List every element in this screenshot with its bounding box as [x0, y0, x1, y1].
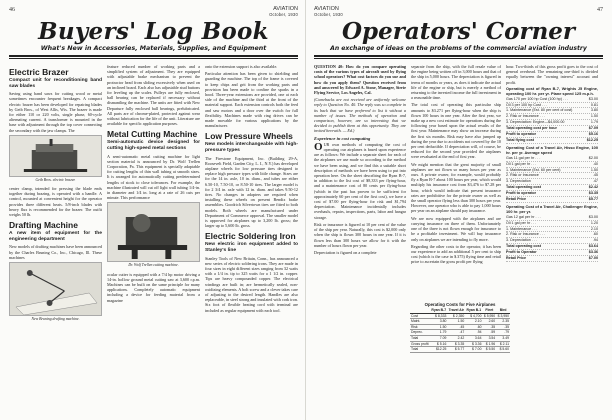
article-text: We are now equipped with the airplanes and are carrying insurance on three of them. Unfortunately one of the three is not flown enough for insurance to be a profitable investment. We will buy insurance only on airplanes we are intending to fly more.: [411, 215, 501, 242]
cost-sheet-lines: [506, 215, 598, 262]
table-cell: .45: [447, 324, 465, 330]
page-number: 46: [9, 7, 15, 13]
cost-line-value: $7.00: [588, 256, 598, 261]
article-subheading: A new item of equipment for the engineering department: [9, 231, 102, 242]
table-cell: $ 2.11: [496, 341, 510, 347]
cost-sheet-lines: [506, 97, 598, 144]
running-head-right: [314, 6, 603, 18]
table-cell: $ 3.36: [465, 341, 482, 347]
table-cell: .94: [465, 330, 482, 336]
cost-line-value: .40: [592, 161, 598, 166]
table-cell: Gross profit: [411, 341, 429, 346]
article-heading: Low Pressure Wheels: [205, 131, 293, 142]
cost-line-value: 3.80: [590, 108, 598, 113]
table-header-cell: Ryan B-1: [466, 308, 482, 312]
cost-line-value: $5.16: [588, 132, 598, 137]
cost-line-value: $2.00: [588, 155, 598, 160]
article-text: feature reduced number of working parts and a simplified system of adjustment. They are equipped with adjustable brake mechanism to prevent the protractor head from sliding excessively when used on an inclined board. Each also has adjustable stud buttons for leveling up the scales. Pulleys are fully enclosed, ball bearing can be replaced if necessary without dismantling the machine. The units are fitted with New Departure fully enclosed ball bearings, prelubricated. All parts are of chrome-plated, protected against wear without lubrication for the life of the unit. Literature are available for specific application purposes.: [107, 64, 200, 127]
article-heading: Electric Brazer: [9, 67, 69, 77]
cost-line-label: 3. Depreciation: Engine—$4,000.00: [506, 120, 565, 125]
cost-line-value: $3.00: [588, 96, 598, 101]
column-3: [506, 64, 598, 267]
article-heading: Electric Soldering Iron: [205, 231, 296, 242]
table-cell: 1.50: [430, 324, 447, 330]
issue-date: October, 1930: [269, 12, 298, 17]
table-cell: 3.80: [430, 319, 447, 325]
cost-line-label: Retail Price: [506, 197, 527, 202]
running-head-left: [9, 6, 298, 18]
article-text: The total cost of operating this particular ship amounts to $3.271 per flying-hour when the ship is flown 100 hours in one year. After the first year, we make up a new cost estimate for operations during the following year based upon the actual results of the first year. Maintenance may show an increase during the first six months. Risk may have also jumped up during the year due to accidents not covered by the 10 per cent deductible. If depreciation will, of course, be reduced for the second year provided the airplanes were revaluated at the end of first year.: [411, 102, 501, 160]
table-cell: 7.09: [430, 335, 447, 341]
cost-sheet-lines: [506, 156, 598, 203]
issue-date: October, 1930: [314, 12, 343, 17]
editor-note: (Comebacks are not received are uniformly welcome reply to Question No. 40. The reply was so complete in its back that we have preferred to list it without a number of issues. The methods of operation and comparison, however, are so interesting that we decided to publish them at this opportunity. They are invited herewith. — Ed.): [314, 97, 406, 134]
cost-line-label: 3. Depreciation . . .: [506, 238, 537, 243]
table-cell: Deprec.: [410, 330, 430, 336]
table-cell: $ 3,950: [497, 313, 509, 318]
cost-line-label: 2. Risk or Insurance . . .: [506, 232, 545, 237]
cost-line-label: Total operating cost: [506, 244, 541, 249]
cost-sheet-1: [506, 87, 598, 144]
cost-line-value: 1.79: [590, 120, 598, 125]
section-subtitle: What's New in Accessories, Materials, Supplies, and Equipment: [40, 45, 267, 52]
cost-line-value: .60: [592, 232, 598, 237]
cost-line-value: $3.00: [588, 214, 598, 219]
cost-line-value: .94: [592, 238, 598, 243]
table-cell: $ 5.60: [496, 347, 510, 353]
column-2: [411, 64, 501, 267]
right-page: [306, 0, 612, 420]
table-cell: 2.35: [496, 319, 510, 325]
table-cell: $ 2,350: [447, 313, 465, 319]
table-cell: $ 3.35: [447, 341, 465, 347]
article-text: ocular cutter is equipped with a 7/4 hp motor driving a 14-in. hollow ground metal cutting saw at 3,600 r.p.m. Machines can be built on the same principle for many applications. Completely automatic equipment including a device for feeding material from a magazine: [107, 271, 200, 303]
table-cell: $ 5,950: [483, 313, 496, 318]
article-text: Risk or insurance is figured at 10 per cent of the value of the ship per year. Naturally, this cost is $2,000 only when the ship is flown 300 hours in one year. If it is flown less than 300 hours we allow for it with the number of hours flown per year.: [314, 221, 406, 248]
article-text: Saving using band saws for cutting wood or metal sometimes encounter frequent breakages. A compact electric brazer has been developed for repairing blades by Geib Bros., of West Allis, Wis. The brazer is made for either 110 or 220 volts, single phase, 60-cycle alternating current. A transformer is mounted in the base with adjustment through the top cover connecting the secondary with the jaw clamps. The: [9, 91, 102, 133]
table-cell: 2.10: [465, 319, 482, 325]
article-heading: Drafting Machine: [9, 220, 78, 231]
section-masthead: Operators' Corner: [341, 18, 576, 45]
cost-line-label: Gas 170 per 100 hp Cost (100 hp) . . .: [506, 96, 569, 101]
article-columns: [9, 64, 298, 325]
article-text: center clamp, intended for pressing the blade ends together during brazing, is operated with a handle. A control, mounted at convenient height for the operator provides three different heats. 5/8-inch blades with heavy flux is recommended for the brazer. The outfit weighs 50 lb.: [9, 186, 102, 218]
page-number: 47: [597, 7, 603, 13]
table-cell: 3.49: [496, 335, 510, 341]
cost-line-value: $3.35: [588, 191, 598, 196]
table-cell: Risk: [410, 324, 430, 330]
cost-line: [506, 138, 598, 144]
section-masthead: Buyers' Log Book: [38, 18, 269, 45]
table-header-cell: Ryan B-7: [431, 308, 447, 312]
cost-line-value: 1.50: [590, 167, 598, 172]
cost-line-value: $3.64: [588, 244, 598, 249]
divider: [9, 55, 298, 57]
table-cell: .59: [482, 330, 496, 336]
cost-line-value: $7.09: [588, 126, 598, 131]
table-cell: $ 1.96: [482, 341, 496, 347]
cost-line-label: Total operating cost per hour: [506, 126, 557, 131]
photo-caption: New Bruning drafting machine.: [31, 317, 80, 322]
table-cell: $ 5.77: [447, 347, 465, 353]
article-text: We might mention that the great majority of small airplanes are not flown so many hours per year as ours. A private owner, for example, would probably fly a Ryan B-7 about 100 hours per year, which would multiply his insurance cost from $3,476 to $7.28 per hour, which would indicate that present insurance rates are prohibitive for the private owner as well as the small operator flying less than 300 hours per year. However, one operator who is able to pay 1,000 hours per year on an airplane should pay insurance.: [411, 161, 501, 214]
table-cell: $ 5.50: [482, 347, 496, 353]
column-2: [107, 64, 200, 325]
cost-line: [506, 256, 598, 262]
cost-line-label: 1. Maintenance . . .: [506, 226, 538, 231]
cost-line-label: 3. Depreciation: [506, 179, 531, 184]
table-body: [410, 313, 510, 352]
article-text: OUR own methods of computing the cost of operating our airplanes is based upon experience are as follows: We include a separate sheet for each of the airplanes we use made so according to the method we have been using, and we find this a suitable short description of methods we have been using to put into operation here. On the sheet describing the Ryan B-7, in addition to the list cost of $8,333 per flying-hour, and a maintenance cost of 80 cents per flying-hour (which in the past has proven to be sufficient for approximately 60 per cent of the first cost), we have a cost of $7.00 per flying-hour for risk and $1,794 depreciation. Maintenance incidentally includes overhauls, repairs, inspections, parts, labor and hangar storage.: [314, 140, 406, 220]
article-text: onto the extension support is also available.: [205, 64, 278, 69]
operating-costs-table: [410, 308, 510, 353]
cost-line-label: Oil 3 per 100 hp Cost . . .: [506, 102, 547, 107]
article-text: Regarding the other costs to the operator, it has been our experience to add an additional 5 per cent to ship cost (which is the case in $.375) flying time and retail price to ascertain the gross profit per flying: [411, 243, 501, 265]
photo-caption: Dr. Wolf Trellen cutting machine.: [128, 263, 179, 268]
cost-line-label: 1. Maintenance (Est. 80 per cent of cost): [506, 108, 573, 113]
cost-line-value: $5.77: [588, 197, 598, 202]
table-row: [410, 347, 510, 353]
cost-line-value: 1.50: [590, 114, 598, 119]
article-text: Stanley Tools of New Britain, Conn., has announced a new series of electric soldering irons. They are made in four sizes in eight different sizes ranging from 32 watts with a 1/4 in. tip to 325 watts for a 1 1/2 in. copper. Tips are heavy compounded copper. The electrical windings are built in; are hermetically sealed, non-oxidizing elements. A bolt screw and a clever takes care of adjusting to the desired length. Handles are also replaceable, in steel strong and insulated with cork iron. Six foot of flexible heating cord with terminal are included as regular equipment with each tool.: [205, 255, 298, 313]
table-cell: Cost: [410, 313, 430, 319]
cost-line-value: $12.25: [586, 137, 598, 142]
table-cell: 3.64: [465, 335, 482, 341]
brazer-photo: [9, 135, 102, 177]
magazine-name: AVIATION October, 1930: [314, 6, 343, 17]
operating-costs-table-block: [410, 300, 510, 353]
table-header-cell: Fleet: [482, 308, 496, 313]
table-cell: 1.79: [430, 330, 447, 336]
cost-line-label: Gas 12 gal per hr . . .: [506, 214, 541, 219]
cost-line-value: $3.36: [588, 250, 598, 255]
cost-line-label: 1. Maintenance (Est. 60 per cent): [506, 167, 561, 172]
divider: [9, 58, 298, 59]
table-cell: .60: [465, 324, 482, 330]
article-text: hour. Two-thirds of this gross profit goes to the cost of general overhead. The remaining one-third is divided equally between the "owning interest" account and profit.: [506, 64, 598, 85]
table-cell: $ 4,700: [465, 313, 482, 319]
table-cell: $ 8,333: [430, 313, 447, 319]
table-cell: .35: [496, 324, 510, 330]
cost-line-label: 2. Risk or Insurance: [506, 173, 539, 178]
article-subheading: Compact unit for reconditioning band saw blades: [9, 78, 102, 89]
table-cell: 2.42: [447, 335, 465, 341]
section-subtitle: An exchange of ideas on the problems of the commercial aviation industry: [330, 45, 587, 52]
cost-sheet-title: Operating cost of Ryan B-7, Wrights J5 Engine, operating 100 hr. per yr. Plane speed 125 m.p.h.: [506, 85, 598, 96]
table-cell: Total: [410, 347, 430, 353]
cost-line-label: Total flying cost: [506, 137, 534, 142]
cost-line-value: $2.42: [588, 185, 598, 190]
divider: [314, 58, 603, 59]
article-text: A semi-automatic metal cutting machine for light section material is announced by Dr. Wolf Trellen Corporation, Pa. This equipment is specially adaptable for cutting lengths of thin wall tubing at smooth sizes. It is arranged for automatically cutting predetermined lengths of stock to close tolerances. For example, the machine illustrated will cut off light wall tubing 1/4-in. in diameter and 1/4 in. long at a rate of 26 cuts per minute. This performance: [107, 153, 200, 201]
cost-line-value: .45: [592, 173, 598, 178]
article-text: The Firestone Equipment, Inc. (Building 29-A, Roosevelt Field, Garden City, L. I., N.Y.) has developed airplane wheels for low pressure tires designed to replace high pressure types with little change. Sizes are for the 14 in. axle, 10 in. diam., and tubes are either 6.50-10, 7.50-10, or 8.50-10 tires. The larger model is for 2 3/4 in. axle with 12 in. diam. and takes 9.50-12 tires. No changes in adapters are required when installing these wheels on present Bendix brake assemblies. Goodrich Silvertown tires are fitted to both models. Both wheels are manufactured under Department of Commerce approval. The smaller model is approved for airplanes up to 3,200 lb. gross; the larger up to 5,600 lb. gross.: [205, 155, 298, 229]
article-text: New models of drafting machines have been announced by the Charles Bruning Co., Inc., Chicago, Ill. These machines: [9, 244, 102, 260]
article-subheading: Experience in cost computing: [314, 135, 371, 141]
article-subheading: New models interchangeable with high-pressure types: [205, 142, 298, 154]
table-cell: .79: [496, 330, 510, 336]
cost-line-value: 1.20: [590, 220, 598, 225]
table-cell: .47: [447, 330, 465, 336]
cost-line-label: 2. Risk or Insurance . . .: [506, 114, 545, 119]
table-cell: $ 5.16: [430, 341, 447, 347]
question-intro: QUESTION 40: How do you compare operating costs of the various types of aircraft used by flying school operators? What cost factors do you use and how do you apply them? Question received from and answered by Edward A. Stone, Manager, Sirrie Flying Service, Los Angeles, Cal.: [314, 64, 406, 96]
table-cell: 3.54: [482, 335, 496, 341]
cutting-machine-photo: [107, 202, 200, 262]
column-1: [314, 64, 406, 267]
article-subheading: Semi-automatic device designed for cutting high-speed metal sections: [107, 140, 200, 152]
table-cell: Total: [410, 335, 430, 341]
cost-line-label: Profit to Operator: [506, 250, 537, 255]
photo-caption: Geib Bros. electric brazer.: [35, 177, 76, 182]
table-title: Operating Costs for Five Airplanes: [424, 302, 496, 307]
cost-line-label: Profit to operator: [506, 132, 537, 137]
cost-sheet-2: [506, 146, 598, 203]
article-text: Particular attention has been given to shielding and guarding the machine. The top of the frame is covered to keep chips and grit from the working parts and provision has been made to confine the sparks in a hood. Three-year extensions are provided, one at each side of the machine and the third at the front of the material support. Each extension controls both the feed and saw motors and a door over the switch for full flexibility. Machines made with ring drives can be made movable for various applications by the manufacturer.: [205, 71, 298, 129]
article-subheading: New electric iron equipment added to Stanley's line: [205, 242, 298, 254]
article-columns: [314, 64, 603, 267]
column-3: [205, 64, 298, 325]
column-1: [9, 64, 102, 325]
table-cell: 1.50: [447, 319, 465, 325]
article-text: separate from the ship, with the full resale value of the engine being written off in 3,000 hours and that of the ship in 5,000 hours. The depreciation is figured in terms of months or years, as does it indicate the actual life of the engine or ship, but is merely a method of returning to the invested income the full investment in a reasonable time.: [411, 64, 501, 101]
cost-sheet-title: Operating Cost of a Travel Air, Challenger Engine, 100 hr. per yr.: [506, 203, 598, 214]
table-cell: Maint.: [410, 319, 430, 325]
article-heading: Metal Cutting Machine: [107, 129, 198, 140]
cost-line-label: Oil 1 gal per hr . . .: [506, 161, 537, 166]
table-cell: 2.60: [482, 319, 496, 325]
cost-line-label: Profit to operator: [506, 191, 537, 196]
cost-line-label: Retail Price: [506, 256, 527, 261]
cost-line: [506, 197, 598, 203]
table-cell: $12.25: [430, 347, 447, 353]
table-header-cell: Bird: [496, 308, 510, 313]
drafting-machine-photo: [9, 262, 102, 316]
divider: [314, 55, 603, 57]
cost-line-value: 0.81: [590, 102, 598, 107]
cost-line-label: Gas 11 gal per hr . . .: [506, 155, 541, 160]
cost-sheet-3: [506, 205, 598, 262]
table-cell: $ 7.00: [465, 347, 482, 353]
cost-line-label: Total operating cost: [506, 185, 541, 190]
drop-cap: O: [314, 140, 323, 153]
cost-sheet-title: Operating Cost of a Travel Air, Hisso Engine, 100 hr. per yr. Average speed: [506, 144, 598, 155]
table-cell: .35: [482, 324, 496, 330]
magazine-name: AVIATION October, 1930: [269, 6, 298, 17]
article-text: Depreciation is figured on a complete: [314, 249, 377, 255]
cost-line-label: Oil 1 gal per hr . . .: [506, 220, 537, 225]
table-header-cell: Travel Air: [448, 308, 464, 312]
table-row: [410, 341, 510, 347]
cost-line-value: .47: [592, 179, 598, 184]
cost-line-value: 2.10: [590, 226, 598, 231]
